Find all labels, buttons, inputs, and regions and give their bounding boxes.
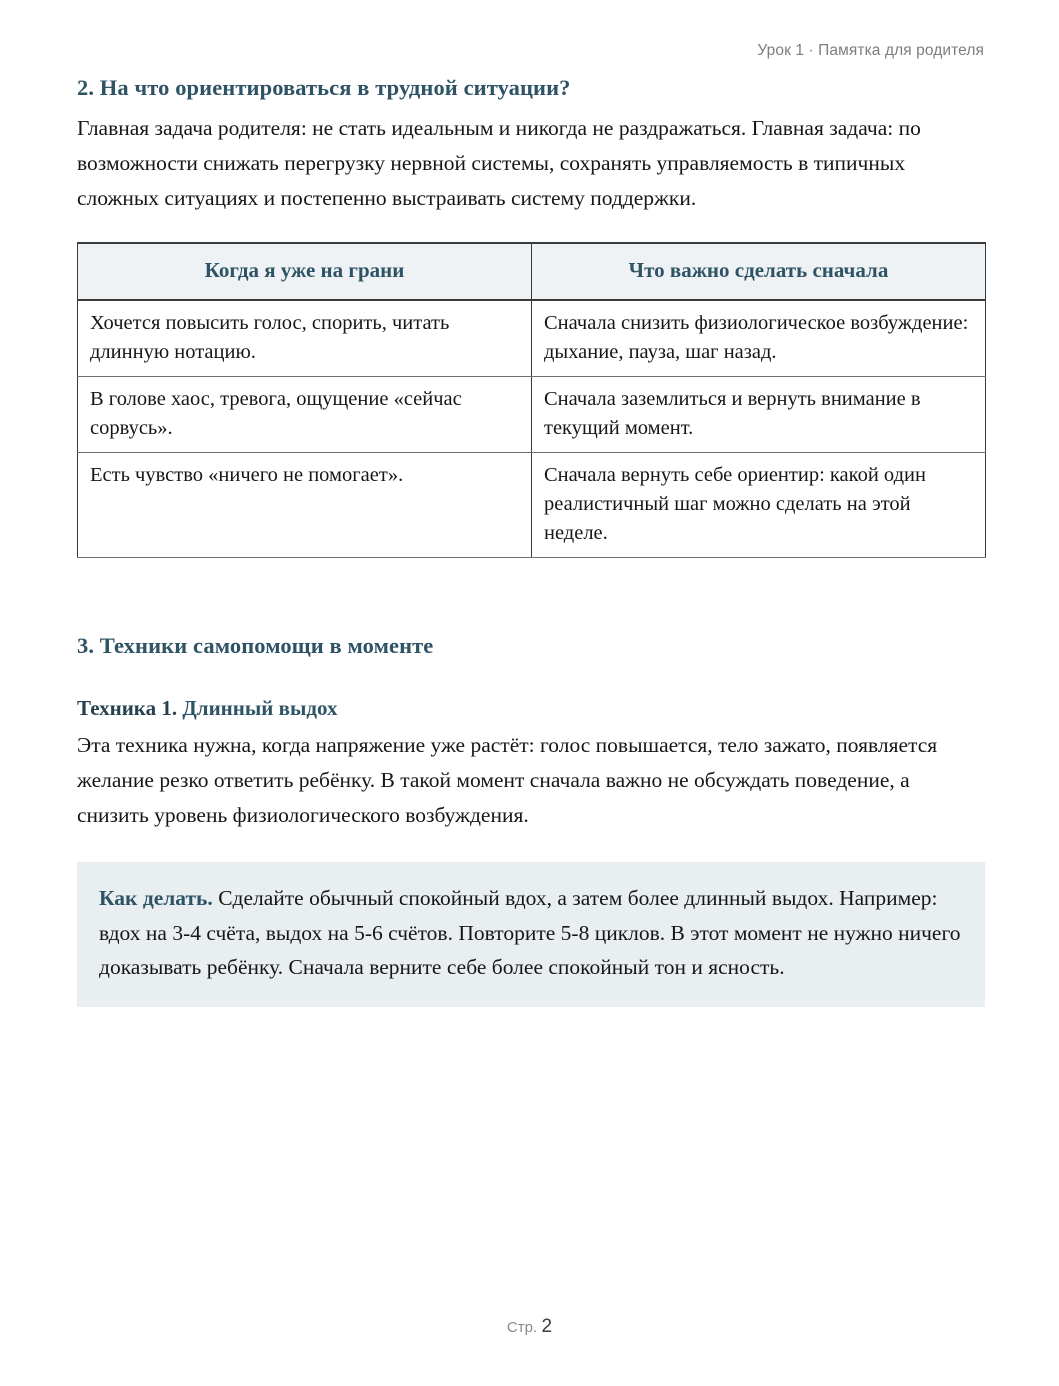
spacer bbox=[77, 833, 985, 862]
table-cell-trigger: Есть чувство «ничего не помогает». bbox=[78, 452, 532, 557]
spacer bbox=[77, 216, 985, 242]
spacer bbox=[77, 558, 985, 632]
table-cell-action: Сначала вернуть себе ориентир: какой один реалистичный шаг можно сделать на этой неделе. bbox=[532, 452, 986, 557]
spacer bbox=[77, 669, 985, 695]
table-row bbox=[78, 376, 986, 452]
section-2-heading: 2. На что ориентироваться в трудной ситуации? bbox=[77, 75, 571, 100]
page-label: Стр. bbox=[506, 1319, 538, 1336]
section-2-intro-paragraph: Главная задача родителя: не стать идеальным и никогда не раздражаться. Главная задача: по возможности снижать перегрузку нервной системы, сохранять управляемость в типичных сложных ситуациях и постепенно выстраивать систему поддержки. bbox=[77, 116, 921, 211]
coping-strategies-table bbox=[77, 242, 986, 558]
table-header-row bbox=[78, 243, 986, 299]
technique-1-paragraph: Эта техника нужна, когда напряжение уже растёт: голос повышается, тело зажато, появляется желание резко ответить ребёнку. В такой момент сначала важно не обсуждать поведение, а снизить уровень физиологического возбуждения. bbox=[77, 732, 938, 827]
table-cell-trigger: Хочется повысить голос, спорить, читать длинную нотацию. bbox=[78, 300, 532, 377]
table-column-header-trigger: Когда я уже на грани bbox=[78, 243, 532, 299]
table-cell-trigger: В голове хаос, тревога, ощущение «сейчас сорвусь». bbox=[78, 376, 532, 452]
page-number: 2 bbox=[541, 1316, 553, 1337]
table-cell-action: Сначала снизить физиологическое возбуждение: дыхание, пауза, шаг назад. bbox=[532, 300, 986, 377]
technique-1-title: Длинный выдох bbox=[182, 696, 338, 721]
document-content bbox=[77, 74, 985, 1007]
technique-1-heading bbox=[77, 695, 985, 721]
callout-body-text: Сделайте обычный спокойный вдох, а затем более длинный выдох. Например: вдох на 3-4 счёта, выдох на 5-6 счётов. Повторите 5-8 циклов. В этот момент не нужно ничего доказывать ребёнку. Сначала верните себе более спокойный тон и ясность. bbox=[99, 885, 961, 980]
table-row bbox=[78, 452, 986, 557]
callout-paragraph bbox=[99, 881, 963, 985]
table-column-header-action: Что важно сделать сначала bbox=[532, 243, 986, 299]
table-cell-action: Сначала заземлиться и вернуть внимание в текущий момент. bbox=[532, 376, 986, 452]
page-footer bbox=[0, 1316, 1059, 1338]
section-3-heading: 3. Техники самопомощи в моменте bbox=[77, 633, 434, 659]
callout-lead-label: Как делать. bbox=[99, 885, 213, 910]
how-to-callout-box bbox=[77, 862, 985, 1007]
table-row bbox=[78, 300, 986, 377]
technique-1-number: Техника 1. bbox=[77, 696, 178, 721]
running-header: Урок 1 · Памятка для родителя bbox=[757, 42, 984, 59]
